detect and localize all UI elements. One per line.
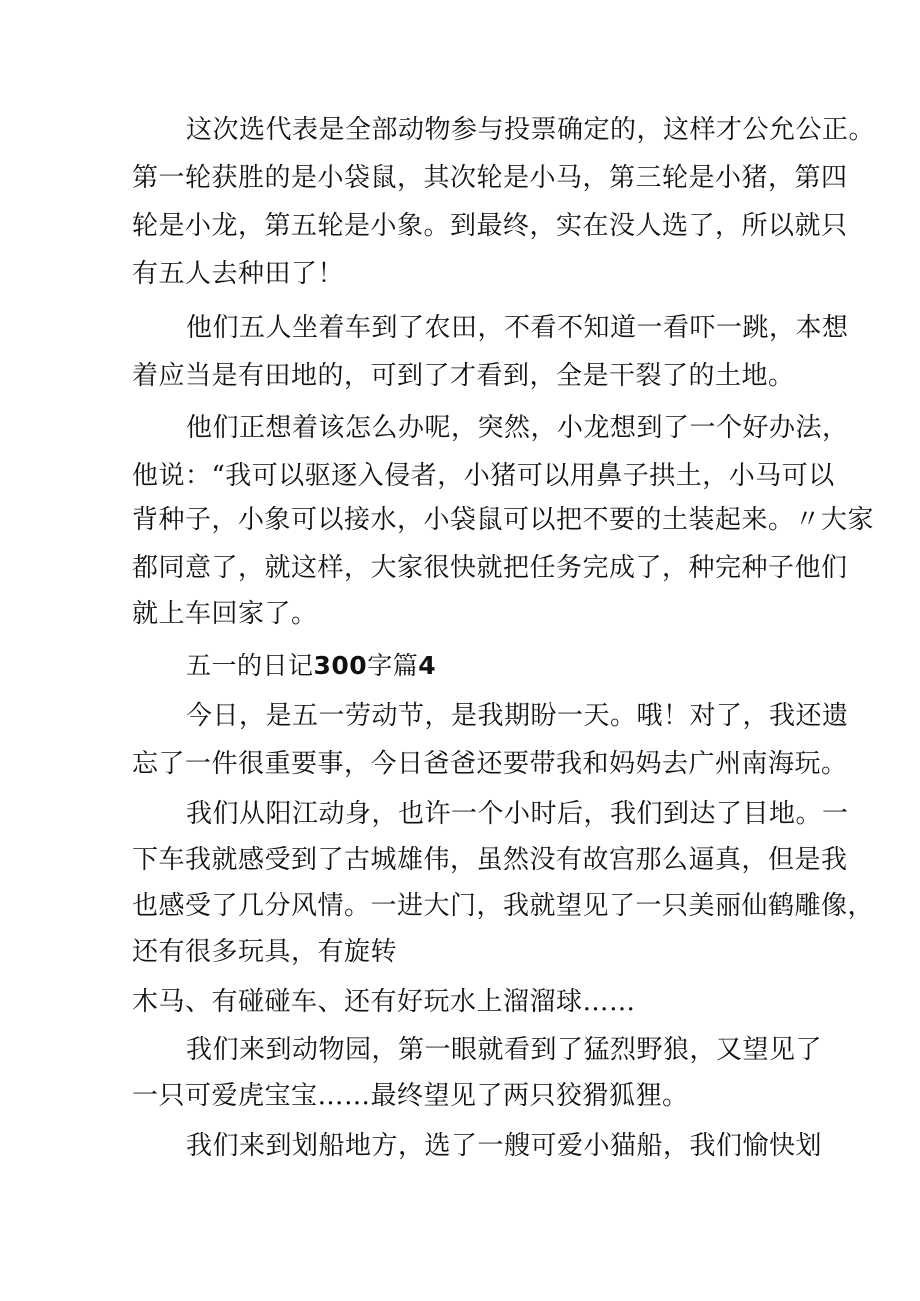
paragraph-line: 今日，是五一劳动节，是我期盼一天。哦！对了，我还遗 [186, 701, 849, 731]
paragraph-line: 第一轮获胜的是小袋鼠，其次轮是小马，第三轮是小猪，第四 [132, 163, 848, 193]
paragraph-line: 有五人去种田了！ [132, 259, 345, 289]
paragraph-line: 都同意了，就这样，大家很快就把任务完成了，种完种子他们 [132, 553, 848, 583]
paragraph-line: 他们正想着该怎么办呢，突然，小龙想到了一个好办法， [186, 413, 849, 443]
paragraph-line: 背种子，小象可以接水，小袋鼠可以把不要的土装起来。〃大家 [132, 505, 875, 535]
paragraph-line: 轮是小龙，第五轮是小象。到最终，实在没人选了，所以就只 [132, 211, 848, 241]
paragraph-line: 下车我就感受到了古城雄伟，虽然没有故宫那么逼真，但是我 [132, 845, 848, 875]
paragraph-line: 着应当是有田地的，可到了才看到，全是干裂了的土地。 [132, 361, 795, 391]
paragraph-line: 我们从阳江动身，也许一个小时后，我们到达了目地。一 [186, 799, 849, 829]
paragraph-line: 他们五人坐着车到了农田，不看不知道一看吓一跳，本想 [186, 313, 849, 343]
paragraph-line: 他说：“我可以驱逐入侵者，小猪可以用鼻子拱土，小马可以 [132, 461, 835, 491]
paragraph-line: 还有很多玩具，有旋转 [132, 937, 398, 967]
heading-prefix: 五一的日记 [186, 651, 314, 680]
paragraph-line: 木马、有碰碰车、还有好玩水上溜溜球…… [132, 987, 636, 1017]
paragraph-line: 一只可爱虎宝宝……最终望见了两只狡猾狐狸。 [132, 1081, 689, 1111]
paragraph-line: 就上车回家了。 [132, 599, 318, 629]
paragraph-line: 我们来到动物园，第一眼就看到了猛烈野狼，又望见了 [186, 1035, 823, 1065]
heading-suffix: 字篇 [367, 651, 419, 680]
paragraph-line: 这次选代表是全部动物参与投票确定的，这样才公允公正。 [186, 115, 876, 145]
heading-index: 4 [418, 651, 437, 680]
section-heading [186, 648, 436, 684]
paragraph-line: 忘了一件很重要事，今日爸爸还要带我和妈妈去广州南海玩。 [132, 749, 848, 779]
heading-number: 300 [313, 651, 368, 680]
paragraph-line: 也感受了几分风情。一进大门，我就望见了一只美丽仙鹤雕像， [132, 891, 875, 921]
paragraph-line: 我们来到划船地方，选了一艘可爱小猫船，我们愉快划 [186, 1131, 823, 1161]
